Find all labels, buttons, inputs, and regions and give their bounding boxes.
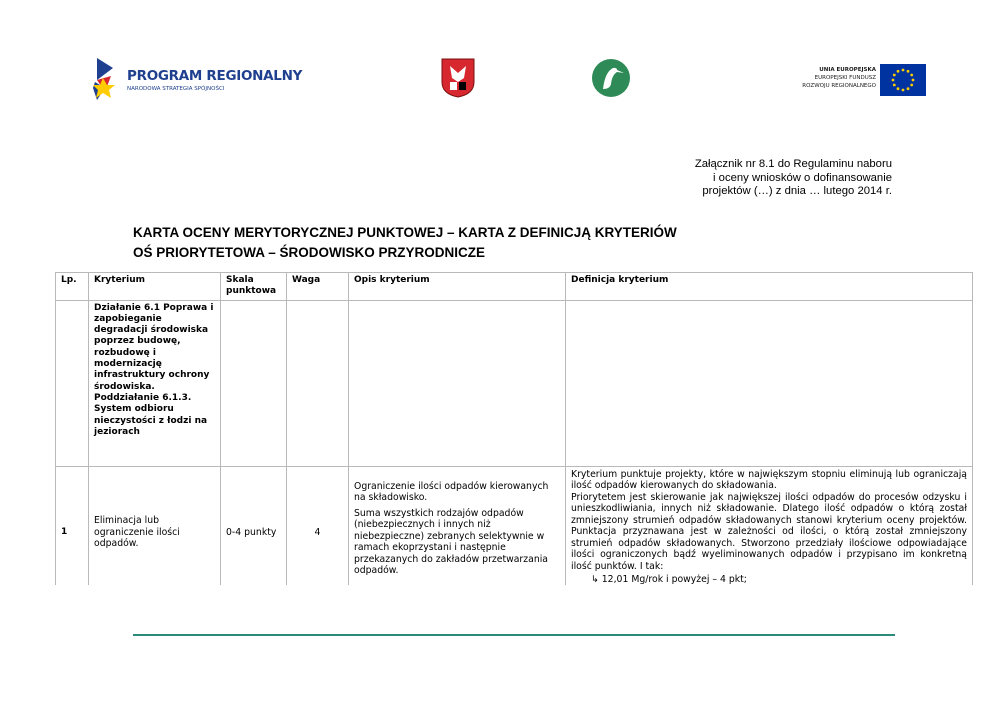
row-waga-cell: 4 [287, 466, 349, 599]
dz-waga-cell [287, 300, 349, 466]
program-regionalny-logo [93, 58, 303, 102]
row-definicja-cell [566, 466, 973, 599]
row-opis-cell [349, 466, 566, 599]
dz-definicja-cell [566, 300, 973, 466]
header-logos [0, 0, 992, 120]
eu-line-1: UNIA EUROPEJSKA [819, 67, 876, 73]
title-line-1: KARTA OCENY MERYTORYCZNEJ PUNKTOWEJ – KARTA Z DEFINICJĄ KRYTERIÓW [133, 225, 677, 240]
annex-line-3: projektów (…) z dnia … lutego 2014 r. [702, 185, 892, 197]
eu-line-3: ROZWOJU REGIONALNEGO [802, 83, 876, 89]
annex-line-1: Załącznik nr 8.1 do Regulaminu naboru [694, 158, 892, 170]
document-title [133, 223, 677, 263]
table-row [56, 300, 973, 466]
header-opis: Opis kryterium [349, 273, 566, 301]
dz-opis-cell [349, 300, 566, 466]
program-logo-title: PROGRAM REGIONALNY [127, 68, 303, 84]
header-waga: Waga [287, 273, 349, 301]
eu-logo-text [802, 66, 876, 90]
row-lp-cell: 1 [56, 466, 89, 599]
header-skala: Skala punktowa [221, 273, 287, 301]
stork-logo-icon [591, 58, 631, 98]
table-row [56, 466, 973, 599]
coat-of-arms-icon [441, 58, 475, 98]
program-star-icon [93, 58, 123, 102]
header-definicja: Definicja kryterium [566, 273, 973, 301]
row-skala-cell: 0-4 punkty [221, 466, 287, 599]
program-logo-subtitle: NARODOWA STRATEGIA SPÓJNOŚCI [127, 86, 225, 92]
definicja-bullet [571, 574, 967, 586]
dz-lp-cell [56, 300, 89, 466]
definicja-paragraph-2: Priorytetem jest skierowanie jak największej ilości odpadów do procesów odzysku i unieszkodliwiania, innych niż składowanie. Dlatego ilość odpadów o którą został zmniejszony strumień odpadów składowanych stanowi kryterium oceny projektów. Punktacja przyznawana jest w zależności od ilości, o którą został zmniejszony strumień odpadów składowanych. Stworzono przedziały ilościowe odpowiadające ilości ograniczonych bądź wyeliminowanych odpadów i przypisano im konkretną ilość punktów. I tak: [571, 491, 967, 572]
table-header-row [56, 273, 973, 301]
bullet-text: 12,01 Mg/rok i powyżej – 4 pkt; [601, 574, 747, 586]
header-kryterium: Kryterium [89, 273, 221, 301]
footer-divider [133, 634, 895, 636]
opis-paragraph-1: Ograniczenie ilości odpadów kierowanych na składowisko. [354, 480, 549, 504]
annex-line-2: i oceny wniosków o dofinansowanie [713, 171, 892, 184]
title-line-2: OŚ PRIORYTETOWA – ŚRODOWISKO PRZYRODNICZE [133, 245, 486, 260]
eu-logo [790, 64, 926, 98]
row-kryterium-cell: Eliminacja lub ograniczenie ilości odpadów. [89, 466, 221, 599]
arrow-bullet-icon: ↳ [591, 574, 599, 586]
dz-skala-cell [221, 300, 287, 466]
dzialanie-cell: Działanie 6.1 Poprawa i zapobieganie degradacji środowiska poprzez budowę, rozbudowę i modernizację infrastruktury ochrony środowiska. Poddziałanie 6.1.3. System odbioru nieczystości z łodzi na jeziorach [89, 300, 221, 466]
definicja-paragraph-1: Kryterium punktuje projekty, które w największym stopniu eliminują lub ograniczają ilość odpadów kierowanych do składowania. [571, 468, 967, 492]
eu-line-2: EUROPEJSKI FUNDUSZ [814, 75, 876, 81]
eu-flag-icon [880, 64, 926, 96]
opis-paragraph-2: Suma wszystkich rodzajów odpadów (niebezpiecznych i innych niż niebezpieczne) zebranych selektywnie w ramach ekoprzystani i następnie przekazanych do zakładów przetwarzania odpadów. [354, 507, 549, 577]
annex-note [695, 158, 892, 199]
header-lp: Lp. [56, 273, 89, 301]
page-cutoff [50, 585, 980, 625]
criteria-table [55, 272, 973, 600]
